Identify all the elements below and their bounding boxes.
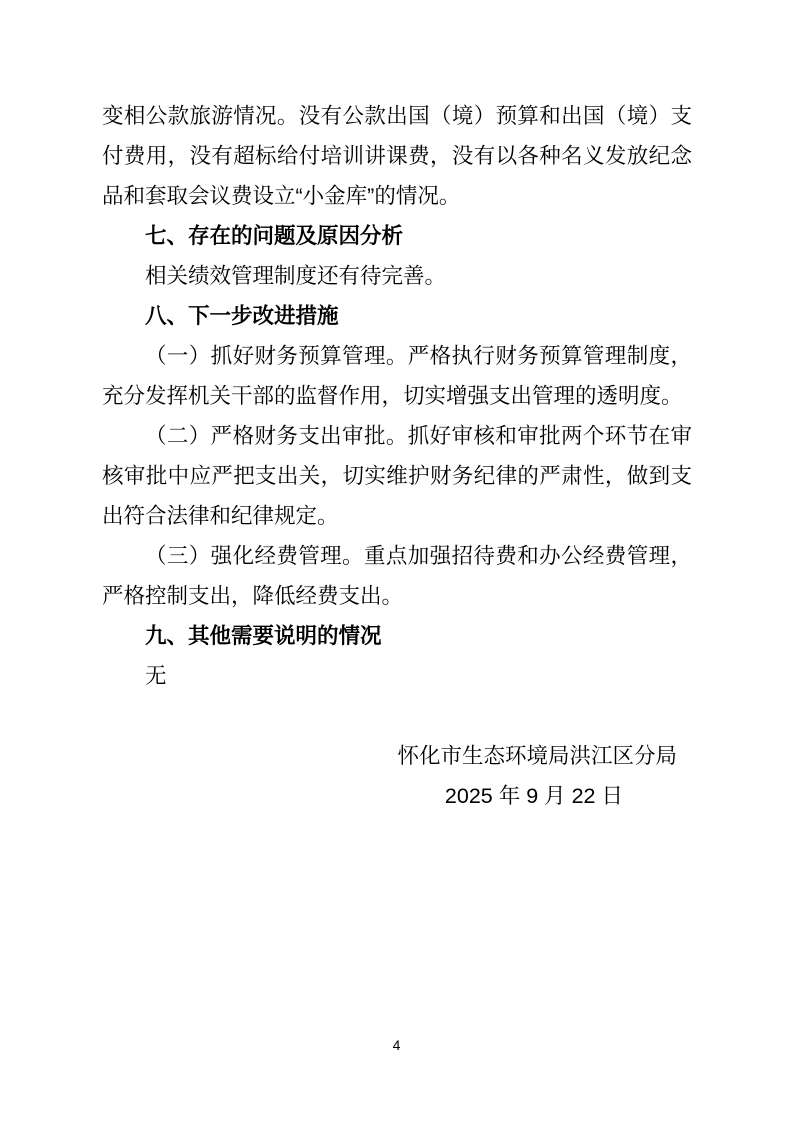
body-paragraph-section8-item1: （一）抓好财务预算管理。严格执行财务预算管理制度，充分发挥机关干部的监督作用，切实增强支出管理的透明度。 [102, 344, 692, 408]
page-number: 4 [392, 1037, 401, 1053]
body-paragraph-continued: 变相公款旅游情况。没有公款出国（境）预算和出国（境）支付费用，没有超标给付培训讲课费，没有以各种名义发放纪念品和套取会议费设立“小金库”的情况。 [102, 104, 692, 208]
section-heading-8: 八、下一步改进措施 [145, 304, 339, 328]
signature-date: 2025 年 9 月 22 日 [444, 784, 623, 808]
body-paragraph-section7: 相关绩效管理制度还有待完善。 [145, 264, 447, 288]
body-paragraph-section9: 无 [145, 664, 167, 688]
signature-organization: 怀化市生态环境局洪江区分局 [397, 744, 677, 768]
body-paragraph-section8-item3: （三）强化经费管理。重点加强招待费和办公经费管理，严格控制支出，降低经费支出。 [102, 544, 692, 608]
section-heading-9: 九、其他需要说明的情况 [145, 624, 382, 648]
body-paragraph-section8-item2: （二）严格财务支出审批。抓好审核和审批两个环节在审核审批中应严把支出关，切实维护财务纪律的严肃性，做到支出符合法律和纪律规定。 [102, 424, 692, 528]
section-heading-7: 七、存在的问题及原因分析 [145, 224, 404, 248]
document-body [102, 96, 692, 816]
